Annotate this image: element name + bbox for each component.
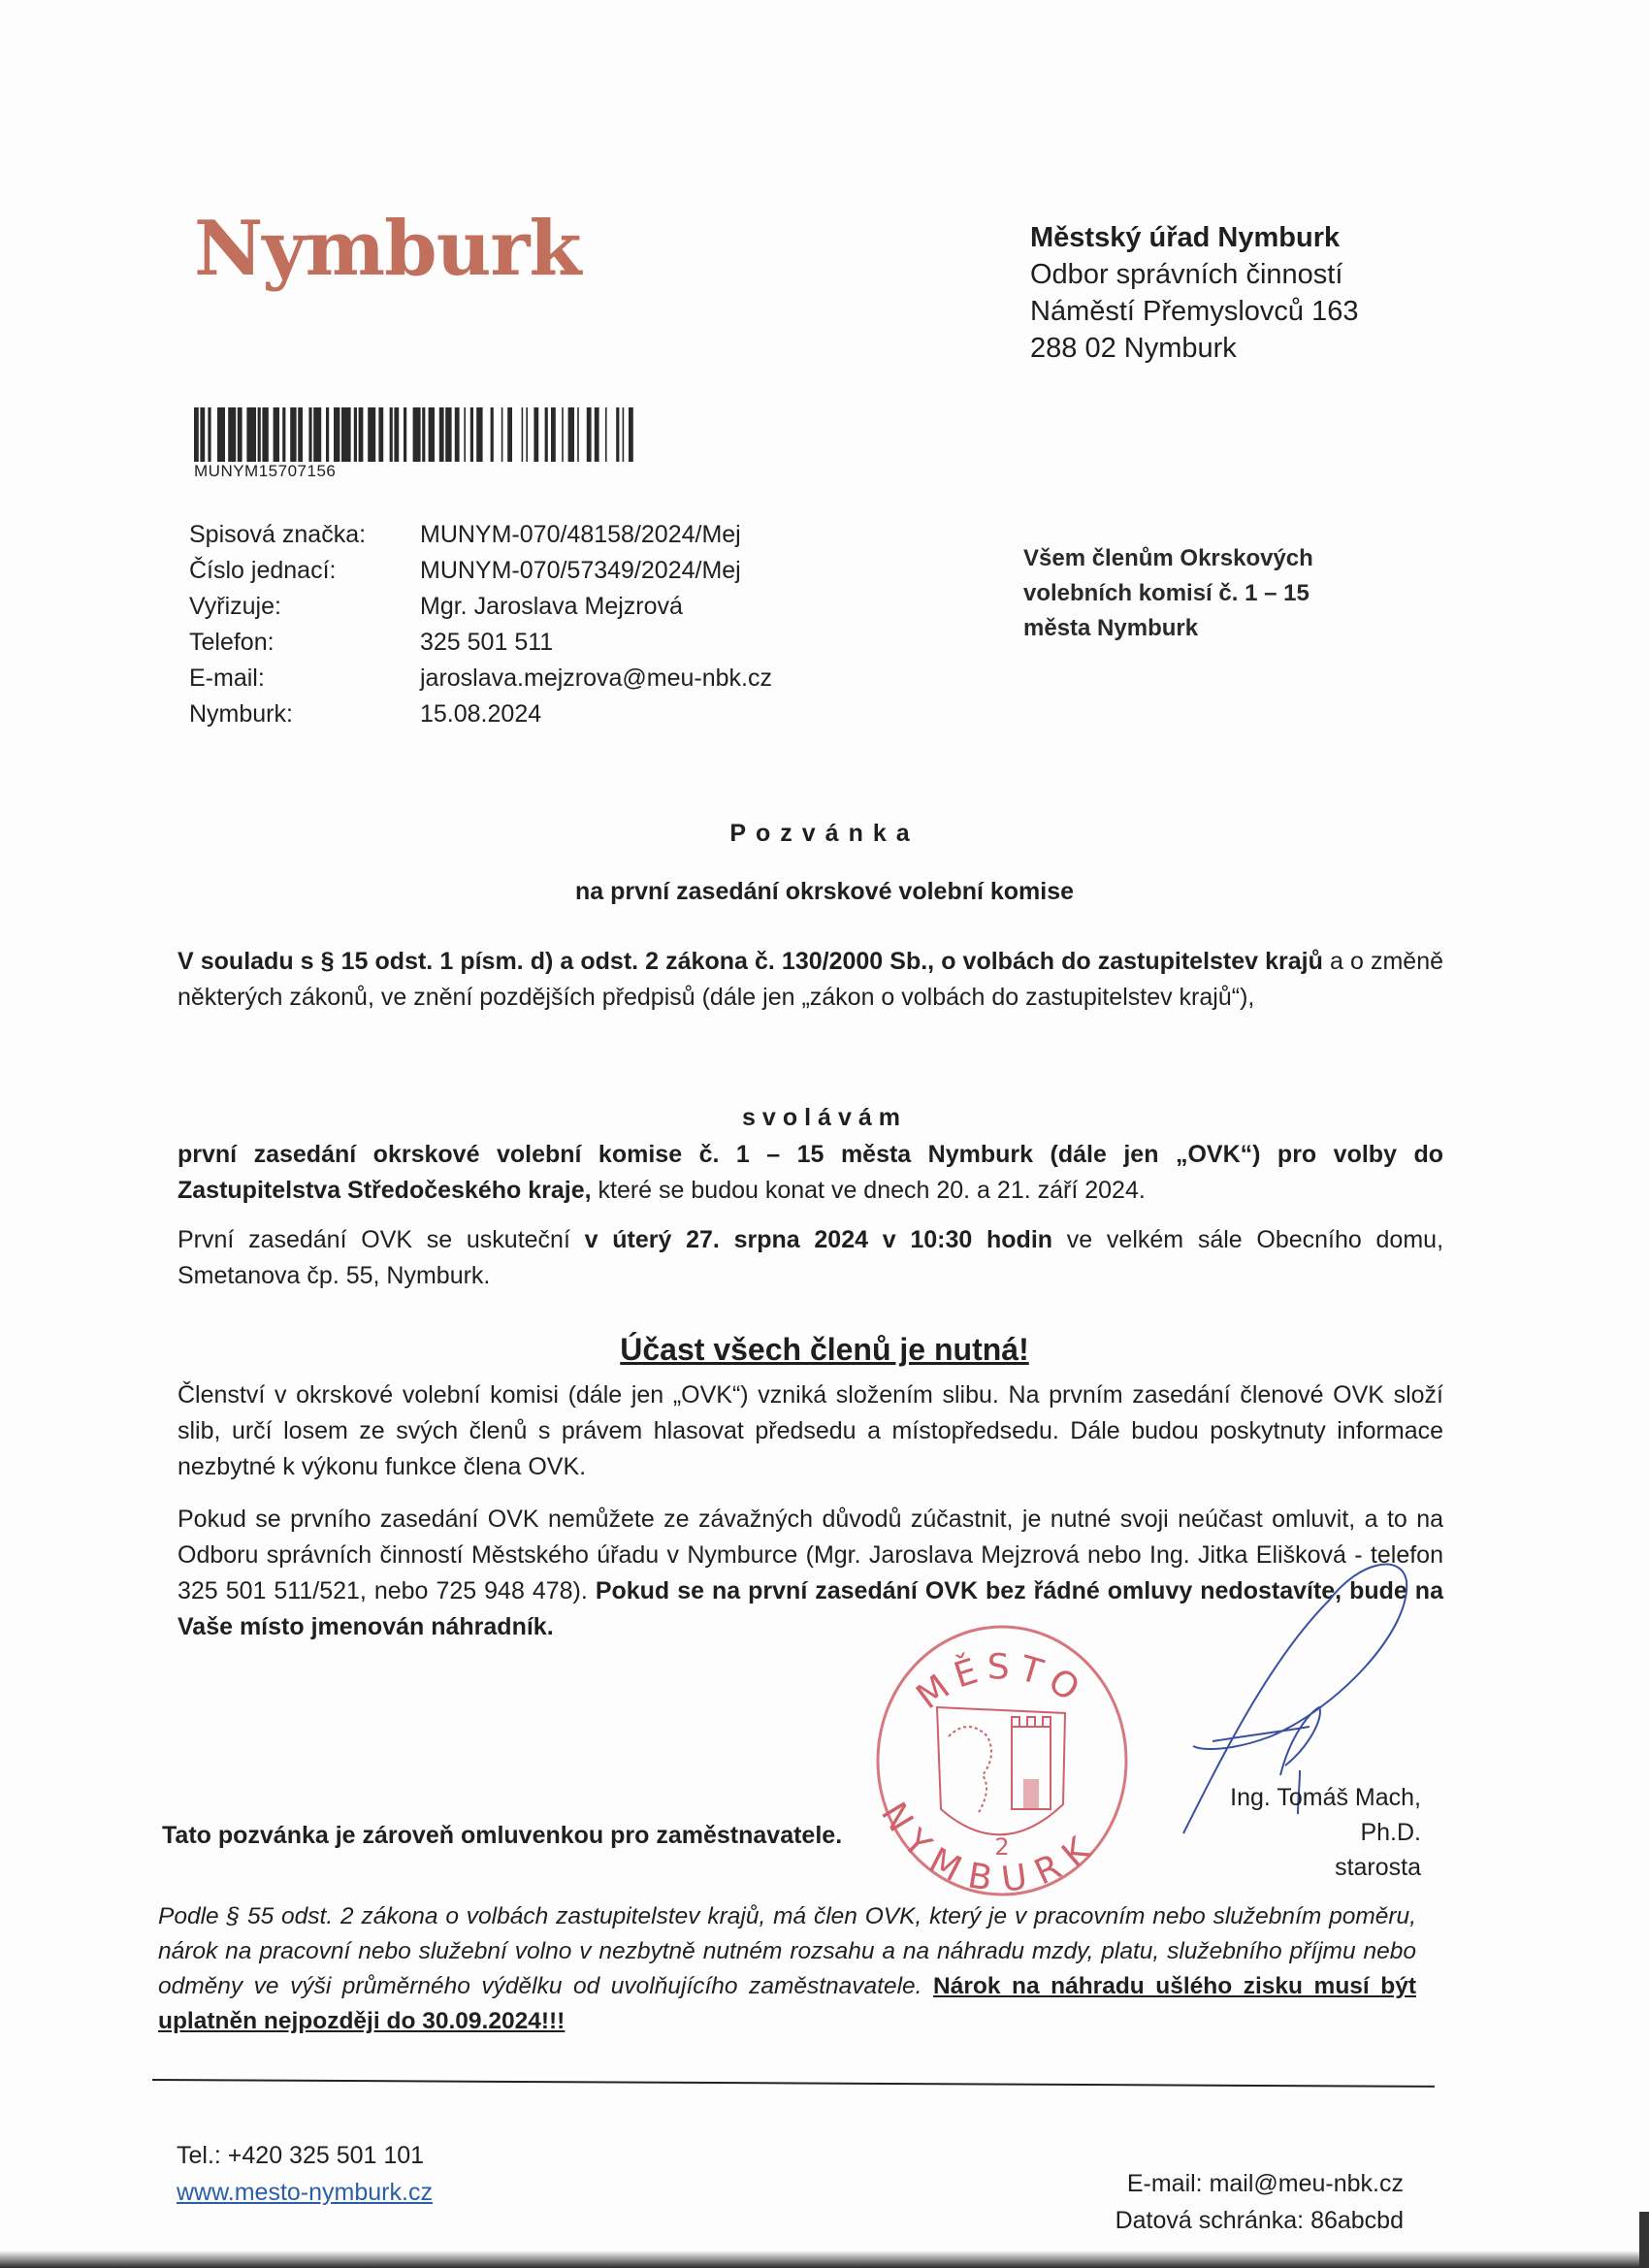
meeting-details-paragraph [178,1222,1443,1294]
barcode-bar [282,407,285,462]
barcode-bar [308,407,311,462]
compensation-paragraph [158,1899,1416,2039]
barcode-bar [623,407,625,462]
meeting-text: které se budou konat ve dnech 20. a 21. září 2024. [591,1177,1146,1204]
barcode-bar [378,407,383,462]
footer-divider [152,2079,1435,2088]
meta-label: Telefon: [189,629,275,656]
meta-row [189,589,772,625]
scan-edge [0,2251,1649,2268]
barcode-bar [246,407,256,462]
barcode-bar [429,407,435,462]
legal-basis-text: a o změně některých zákonů, ve znění pozdějších předpisů (dále jen „zákon o volbách do zastupitelstev krajů“), [178,948,1443,1011]
meta-label: Nymburk: [189,700,293,728]
barcode-bar [595,407,599,462]
meta-row [189,553,772,589]
footer-website-link[interactable]: www.mesto-nymburk.cz [177,2179,433,2206]
barcode-bar [568,407,574,462]
barcode-bar [208,407,210,462]
barcode-bar [522,407,524,462]
office-street: Náměstí Přemyslovců 163 [1030,296,1359,327]
meeting-paragraph [178,1137,1443,1209]
barcode-bar [200,407,205,462]
meeting-location: ve velkém sále Obecního domu, Smetanova čp. 55, Nymburk. [178,1226,1444,1289]
footer-data-box: Datová schránka: 86abcbd [1115,2207,1404,2234]
barcode-bar [313,407,321,462]
document-subtitle: na první zasedání okrskové volební komise [574,878,1075,905]
footer-email: E-mail: mail@meu-nbk.cz [1126,2170,1404,2197]
employer-excuse-note: Tato pozvánka je zároveň omluvenkou pro zaměstnavatele. [162,1822,843,1849]
legal-basis-bold: V souladu s § 15 odst. 1 písm. d) a odst. 2 zákona č. 130/2000 Sb., o volbách do zastupitelstev krajů [178,948,1323,975]
meta-row [189,517,772,553]
stamp-top-text: MĚSTO [909,1647,1093,1718]
barcode-bar [413,407,421,462]
barcode-bar [526,407,528,462]
barcode-bar [616,407,619,462]
barcode-bar [217,407,225,462]
meta-label: Vyřizuje: [189,593,281,620]
barcode-bar [455,407,460,462]
barcode-bar [470,407,473,462]
signer-block [1174,1780,1421,1885]
barcode-bar [464,407,466,462]
convene-heading: svolávám [742,1104,907,1131]
recipient-block [1023,541,1313,646]
barcode-bar [334,407,340,462]
barcode-bar [368,407,375,462]
city-stamp [861,1610,1143,1901]
scan-edge-right [1639,2212,1649,2268]
barcode-bar [507,407,512,462]
barcode-bar [262,407,268,462]
footer-left [177,2137,433,2211]
legal-basis-paragraph [178,944,1443,1016]
barcode-bar [238,407,242,462]
barcode-number: MUNYM15707156 [194,462,337,480]
meta-label: Číslo jednací: [189,557,337,584]
barcode-bar [194,407,199,462]
compensation-deadline: Nárok na náhradu ušlého zisku musí být uplatněn nejpozději do 30.09.2024!!! [158,1973,1417,2034]
barcode-bar [476,407,482,462]
office-department: Odbor správních činností [1030,259,1343,290]
meeting-datetime: v úterý 27. srpna 2024 v 10:30 hodin [584,1226,1053,1253]
barcode-bar [422,407,425,462]
barcode-bar [562,407,564,462]
meeting-details-text: První zasedání OVK se uskuteční [178,1226,585,1253]
office-city: 288 02 Nymburk [1030,333,1237,364]
barcode-bar [501,407,503,462]
stamp-bottom-text: NYMBURK [872,1796,1103,1900]
barcode-bar [439,407,444,462]
meeting-bold: první zasedání okrskové volební komise č. 1 – 15 města Nymburk (dále jen „OVK“) pro volby do Zastupitelstva Středočeského kraje, [178,1141,1443,1204]
barcode-bar [390,407,393,462]
barcode-bar [298,407,303,462]
meta-value: 15.08.2024 [420,700,542,728]
meta-label: Spisová značka: [189,521,367,548]
city-logo: Nymburk [194,205,581,293]
excuse-text: Pokud se prvního zasedání OVK nemůžete ze závažných důvodů zúčastnit, je nutné svoji neúčast omluvit, a to na Odboru správních činností Městského úřadu v Nymburce (Mgr. Jaroslava Mejzrová nebo Ing. Jitka Elišková - telefon 325 501 511/521, nebo 725 948 478). [178,1506,1443,1604]
barcode-bar [228,407,236,462]
reference-block [189,517,772,732]
barcode-bar [341,407,351,462]
meta-value: 325 501 511 [420,629,554,656]
barcode-bar [587,407,592,462]
barcode-bar [394,407,399,462]
meta-row [189,697,772,732]
barcode-bar [354,407,357,462]
signer-name: Ing. Tomáš Mach, Ph.D. [1230,1784,1421,1846]
barcode-bar [326,407,329,462]
barcode-bar [404,407,406,462]
footer-phone: Tel.: +420 325 501 101 [177,2142,425,2169]
barcode-bar [551,407,556,462]
barcode-bar [445,407,451,462]
barcode-bar [359,407,364,462]
signer-role: starosta [1335,1854,1421,1881]
barcode-bar [258,407,261,462]
meta-value: MUNYM-070/57349/2024/Mej [420,557,741,584]
meta-row [189,661,772,697]
recipient-line: Všem členům Okrskových [1023,545,1313,571]
barcode-bar [491,407,494,462]
barcode-bar [605,407,607,462]
meta-value: Mgr. Jaroslava Mejzrová [420,593,683,620]
coat-of-arms-icon [937,1707,1065,1834]
compensation-text: Podle § 55 odst. 2 zákona o volbách zastupitelstev krajů, má člen OVK, který je v pracovním nebo služebním poměru, nárok na pracovní nebo služební volno v nezbytně nutném rozsahu a na náhradu mzdy, platu, služebního příjmu nebo odměny ve výši průměrného výdělku od uvolňujícího zaměstnavatele. [158,1903,1416,1999]
barcode-bar [290,407,296,462]
excuse-warning: Pokud se na první zasedání OVK bez řádné omluvy nedostavíte, bude na Vaše místo jmenován náhradník. [178,1577,1443,1640]
barcode-bar [545,407,548,462]
office-name: Městský úřad Nymburk [1030,222,1341,253]
barcode [194,407,640,462]
barcode-bar [629,407,633,462]
stamp-number: 2 [994,1833,1010,1861]
office-address [1030,219,1358,367]
meta-value: jaroslava.mejzrova@meu-nbk.cz [420,664,773,692]
meta-label: E-mail: [189,664,265,692]
membership-paragraph: Členství v okrskové volební komisi (dále jen „OVK“) vzniká složením slibu. Na prvním zasedání členové OVK složí slib, určí losem ze svých členů s právem hlasovat předsedu a místopředsedu. Dále budou poskytnuty informace nezbytné k výkonu funkce člena OVK. [178,1381,1443,1480]
barcode-bar [274,407,279,462]
attendance-heading: Účast všech členů je nutná! [620,1332,1029,1367]
barcode-bar [534,407,538,462]
meta-value: MUNYM-070/48158/2024/Mej [420,521,741,548]
barcode-bar [577,407,579,462]
recipient-line: města Nymburk [1023,615,1199,641]
meta-row [189,625,772,661]
footer-right [970,2165,1404,2239]
recipient-line: volebních komisí č. 1 – 15 [1023,580,1310,606]
document-title: Pozvánka [729,820,920,847]
